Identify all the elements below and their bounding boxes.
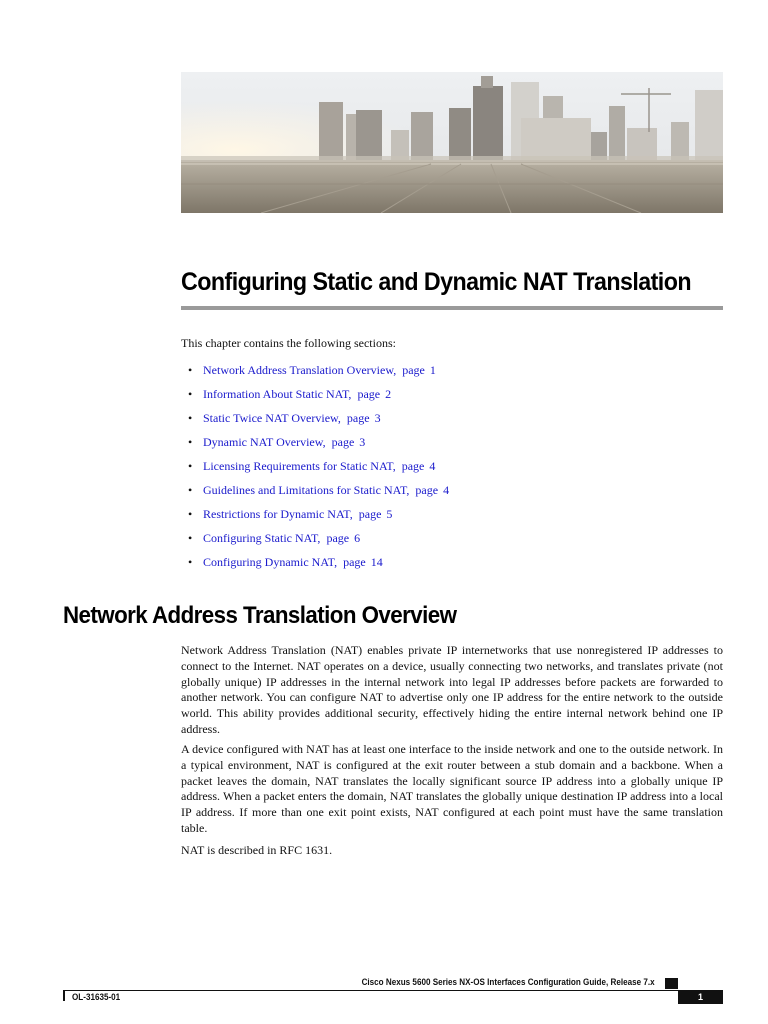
chapter-banner-image [181, 72, 723, 213]
body-paragraph: A device configured with NAT has at least one interface to the inside network and one to the outside network. In a typical environment, NAT is configured at the exit router between a stub domain and a backbone. When a packet leaves the domain, NAT translates the locally significant source IP address into a globally unique IP address. When a packet enters the domain, NAT translates the globally unique destination IP address into a local IP address. If more than one exit point exists, NAT configured at each point must have the same translation table. [181, 742, 723, 835]
bullet-icon: • [188, 459, 193, 473]
bullet-icon: • [188, 555, 193, 569]
toc-link-licensing[interactable]: Licensing Requirements for Static NAT, page 4 [203, 459, 436, 473]
bullet-icon: • [188, 507, 193, 521]
footer-guide-title: Cisco Nexus 5600 Series NX-OS Interfaces Configuration Guide, Release 7.x [361, 977, 655, 987]
footer-tick [63, 991, 65, 1001]
toc-link-configuring-dynamic[interactable]: Configuring Dynamic NAT, page 14 [203, 555, 383, 569]
list-item [181, 409, 449, 433]
list-item [181, 457, 449, 481]
toc-link-dynamic-nat-overview[interactable]: Dynamic NAT Overview, page 3 [203, 435, 366, 449]
list-item [181, 361, 449, 385]
bullet-icon: • [188, 435, 193, 449]
toc-link-static-nat-info[interactable]: Information About Static NAT, page 2 [203, 387, 392, 401]
bullet-icon: • [188, 531, 193, 545]
chapter-intro: This chapter contains the following sections: [181, 336, 396, 350]
list-item [181, 505, 449, 529]
toc-link-nat-overview[interactable]: Network Address Translation Overview, page 1 [203, 363, 436, 377]
list-item [181, 385, 449, 409]
bullet-icon: • [188, 483, 193, 497]
body-paragraph: NAT is described in RFC 1631. [181, 843, 333, 857]
toc-link-restrictions[interactable]: Restrictions for Dynamic NAT, page 5 [203, 507, 393, 521]
body-paragraph: Network Address Translation (NAT) enables private IP internetworks that use nonregistered IP addresses to connect to the Internet. NAT operates on a device, usually connecting two networks, and translates private (not globally unique) IP addresses in the internal network into legal IP addresses before packets are forwarded to another network. You can configure NAT to advertise only one IP address for the entire network to the outside world. This ability provides additional security, effectively hiding the entire internal network behind one IP address. [181, 643, 723, 736]
page-number: 1 [678, 991, 723, 1004]
toc-link-guidelines[interactable]: Guidelines and Limitations for Static NAT, page 4 [203, 483, 450, 497]
bullet-icon: • [188, 387, 193, 401]
section-list [181, 361, 449, 577]
footer-mark [665, 978, 678, 989]
toc-link-static-twice-nat[interactable]: Static Twice NAT Overview, page 3 [203, 411, 381, 425]
list-item [181, 529, 449, 553]
chapter-title: Configuring Static and Dynamic NAT Translation [181, 268, 692, 296]
bullet-icon: • [188, 411, 193, 425]
list-item [181, 481, 449, 505]
title-rule [181, 306, 723, 310]
bullet-icon: • [188, 363, 193, 377]
footer-doc-number: OL-31635-01 [72, 992, 121, 1002]
list-item [181, 433, 449, 457]
list-item [181, 553, 449, 577]
section-heading: Network Address Translation Overview [63, 602, 457, 629]
footer-rule [63, 990, 723, 991]
toc-link-configuring-static[interactable]: Configuring Static NAT, page 6 [203, 531, 361, 545]
